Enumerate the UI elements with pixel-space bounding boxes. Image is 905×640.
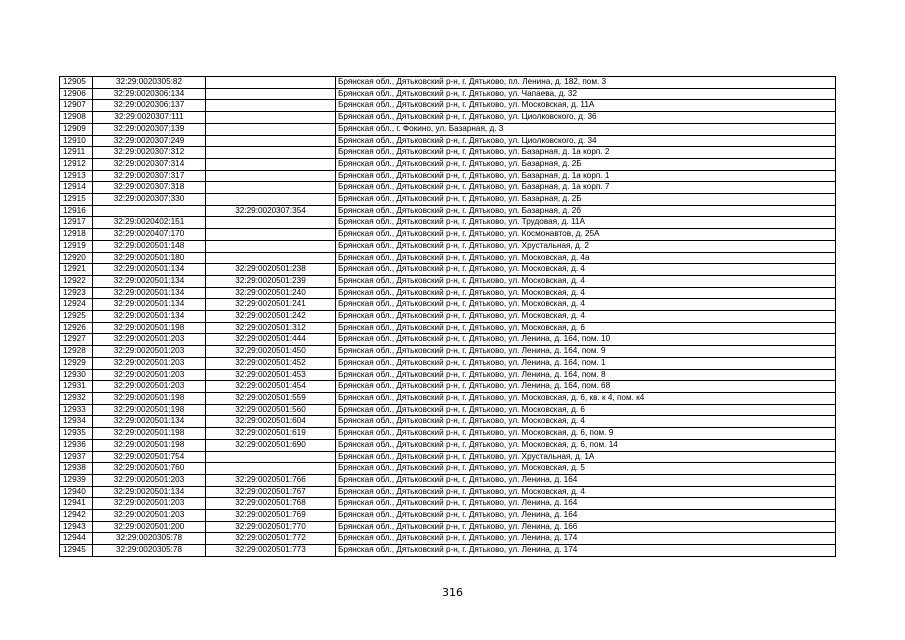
cadastral-number-cell: 32:29:0020307:111 — [93, 112, 206, 124]
address-cell: Брянская обл., Дятьковский р-н, г. Дятьково, ул. Московская, д. 4 — [336, 287, 836, 299]
premises-number-cell — [206, 451, 336, 463]
premises-number-cell — [206, 123, 336, 135]
address-cell: Брянская обл., Дятьковский р-н, г. Дятьково, ул. Московская, д. 5 — [336, 463, 836, 475]
cadastral-number-cell: 32:29:0020305:82 — [93, 77, 206, 89]
premises-number-cell: 32:29:0020501:769 — [206, 510, 336, 522]
address-cell: Брянская обл., Дятьковский р-н, г. Дятьково, ул. Московская, д. 4 — [336, 311, 836, 323]
table-row — [60, 463, 836, 475]
page-number: 316 — [442, 586, 463, 599]
address-cell: Брянская обл., Дятьковский р-н, г. Дятьково, ул. Московская, д. 11А — [336, 100, 836, 112]
table-row — [60, 158, 836, 170]
table-row — [60, 346, 836, 358]
cadastral-number-cell: 32:29:0020501:203 — [93, 357, 206, 369]
cadastral-number-cell: 32:29:0020501:134 — [93, 416, 206, 428]
row-number-cell: 12908 — [60, 112, 93, 124]
table-row — [60, 510, 836, 522]
cadastral-number-cell: 32:29:0020501:198 — [93, 322, 206, 334]
premises-number-cell: 32:29:0020501:239 — [206, 275, 336, 287]
table-row — [60, 474, 836, 486]
cadastral-number-cell: 32:29:0020307:139 — [93, 123, 206, 135]
table-row — [60, 451, 836, 463]
table-row — [60, 112, 836, 124]
table-row — [60, 88, 836, 100]
address-cell: Брянская обл., Дятьковский р-н, г. Дятьково, ул. Ленина, д. 164, пом. 10 — [336, 334, 836, 346]
table-row — [60, 533, 836, 545]
address-cell: Брянская обл., Дятьковский р-н, г. Дятьково, ул. Московская, д. 4 — [336, 275, 836, 287]
cadastral-number-cell: 32:29:0020306:134 — [93, 88, 206, 100]
row-number-cell: 12910 — [60, 135, 93, 147]
row-number-cell: 12921 — [60, 264, 93, 276]
table-row — [60, 439, 836, 451]
premises-number-cell: 32:29:0020501:604 — [206, 416, 336, 428]
address-cell: Брянская обл., Дятьковский р-н, г. Дятьково, ул. Московская, д. 4 — [336, 264, 836, 276]
address-cell: Брянская обл., Дятьковский р-н, г. Дятьково, ул. Ленина, д. 164, пом. 1 — [336, 357, 836, 369]
row-number-cell: 12919 — [60, 240, 93, 252]
premises-number-cell: 32:29:0020501:450 — [206, 346, 336, 358]
premises-number-cell — [206, 252, 336, 264]
cadastral-number-cell: 32:29:0020501:203 — [93, 498, 206, 510]
table-row — [60, 194, 836, 206]
premises-number-cell: 32:29:0020501:241 — [206, 299, 336, 311]
cadastral-number-cell: 32:29:0020307:318 — [93, 182, 206, 194]
table-row — [60, 521, 836, 533]
cadastral-number-cell: 32:29:0020501:203 — [93, 381, 206, 393]
table-row — [60, 416, 836, 428]
cadastral-number-cell: 32:29:0020501:198 — [93, 428, 206, 440]
row-number-cell: 12930 — [60, 369, 93, 381]
address-cell: Брянская обл., Дятьковский р-н, г. Дятьково, ул. Московская, д. 6, пом. 9 — [336, 428, 836, 440]
premises-number-cell — [206, 158, 336, 170]
row-number-cell: 12906 — [60, 88, 93, 100]
premises-number-cell: 32:29:0020501:453 — [206, 369, 336, 381]
row-number-cell: 12923 — [60, 287, 93, 299]
row-number-cell: 12933 — [60, 404, 93, 416]
premises-number-cell — [206, 112, 336, 124]
cadastral-number-cell: 32:29:0020501:198 — [93, 392, 206, 404]
table-row — [60, 170, 836, 182]
row-number-cell: 12942 — [60, 510, 93, 522]
row-number-cell: 12932 — [60, 392, 93, 404]
premises-number-cell: 32:29:0020501:240 — [206, 287, 336, 299]
address-cell: Брянская обл., Дятьковский р-н, г. Дятьково, ул. Ленина, д. 164 — [336, 510, 836, 522]
address-cell: Брянская обл., Дятьковский р-н, г. Дятьково, ул. Ленина, д. 166 — [336, 521, 836, 533]
table-row — [60, 229, 836, 241]
table-row — [60, 182, 836, 194]
cadastral-number-cell: 32:29:0020501:203 — [93, 334, 206, 346]
address-cell: Брянская обл., Дятьковский р-н, г. Дятьково, ул. Трудовая, д. 11А — [336, 217, 836, 229]
cadastral-number-cell: 32:29:0020501:148 — [93, 240, 206, 252]
address-cell: Брянская обл., Дятьковский р-н, г. Дятьково, ул. Циолковского, д. 34 — [336, 135, 836, 147]
address-cell: Брянская обл., Дятьковский р-н, г. Дятьково, ул. Московская, д. 6 — [336, 404, 836, 416]
row-number-cell: 12925 — [60, 311, 93, 323]
cadastral-number-cell: 32:29:0020501:134 — [93, 264, 206, 276]
cadastral-number-cell: 32:29:0020501:198 — [93, 404, 206, 416]
cadastral-number-cell: 32:29:0020307:249 — [93, 135, 206, 147]
address-cell: Брянская обл., Дятьковский р-н, г. Дятьково, ул. Ленина, д. 164 — [336, 474, 836, 486]
table-row — [60, 205, 836, 217]
row-number-cell: 12941 — [60, 498, 93, 510]
row-number-cell: 12931 — [60, 381, 93, 393]
premises-number-cell: 32:29:0020501:444 — [206, 334, 336, 346]
row-number-cell: 12909 — [60, 123, 93, 135]
premises-number-cell — [206, 463, 336, 475]
address-cell: Брянская обл., Дятьковский р-н, г. Дятьково, ул. Ленина, д. 164, пом. 8 — [336, 369, 836, 381]
premises-number-cell — [206, 100, 336, 112]
row-number-cell: 12913 — [60, 170, 93, 182]
table-row — [60, 381, 836, 393]
premises-number-cell — [206, 217, 336, 229]
table-row — [60, 123, 836, 135]
table-row — [60, 428, 836, 440]
table-row — [60, 264, 836, 276]
address-cell: Брянская обл., Дятьковский р-н, г. Дятьково, ул. Базарная, д. 1а корп. 1 — [336, 170, 836, 182]
table-row — [60, 486, 836, 498]
table-row — [60, 275, 836, 287]
cadastral-number-cell: 32:29:0020501:134 — [93, 299, 206, 311]
row-number-cell: 12928 — [60, 346, 93, 358]
cadastral-number-cell: 32:29:0020501:760 — [93, 463, 206, 475]
premises-number-cell: 32:29:0020501:767 — [206, 486, 336, 498]
premises-number-cell: 32:29:0020501:619 — [206, 428, 336, 440]
cadastral-number-cell: 32:29:0020501:203 — [93, 474, 206, 486]
row-number-cell: 12943 — [60, 521, 93, 533]
address-cell: Брянская обл., Дятьковский р-н, г. Дятьково, ул. Московская, д. 6, кв. к 4, пом. к4 — [336, 392, 836, 404]
premises-number-cell: 32:29:0020501:559 — [206, 392, 336, 404]
cadastral-number-cell: 32:29:0020407:170 — [93, 229, 206, 241]
premises-number-cell — [206, 135, 336, 147]
row-number-cell: 12940 — [60, 486, 93, 498]
address-cell: Брянская обл., Дятьковский р-н, г. Дятьково, ул. Хрустальная, д. 2 — [336, 240, 836, 252]
cadastral-number-cell: 32:29:0020501:134 — [93, 311, 206, 323]
table-row — [60, 299, 836, 311]
premises-number-cell: 32:29:0020501:770 — [206, 521, 336, 533]
address-cell: Брянская обл., Дятьковский р-н, г. Дятьково, ул. Московская, д. 4 — [336, 299, 836, 311]
premises-number-cell: 32:29:0020307:354 — [206, 205, 336, 217]
premises-number-cell: 32:29:0020501:242 — [206, 311, 336, 323]
address-cell: Брянская обл., Дятьковский р-н, г. Дятьково, ул. Ленина, д. 174 — [336, 545, 836, 557]
table-row — [60, 135, 836, 147]
premises-number-cell — [206, 240, 336, 252]
address-cell: Брянская обл., Дятьковский р-н, г. Дятьково, ул. Базарная, д. 1а корп. 7 — [336, 182, 836, 194]
row-number-cell: 12905 — [60, 77, 93, 89]
cadastral-number-cell: 32:29:0020305:78 — [93, 545, 206, 557]
cadastral-number-cell: 32:29:0020501:203 — [93, 346, 206, 358]
row-number-cell: 12907 — [60, 100, 93, 112]
premises-number-cell: 32:29:0020501:766 — [206, 474, 336, 486]
cadastral-number-cell: 32:29:0020501:134 — [93, 287, 206, 299]
row-number-cell: 12939 — [60, 474, 93, 486]
premises-number-cell — [206, 194, 336, 206]
address-cell: Брянская обл., Дятьковский р-н, г. Дятьково, пл. Ленина, д. 182, пом. 3 — [336, 77, 836, 89]
address-cell: Брянская обл., Дятьковский р-н, г. Дятьково, ул. Московская, д. 4а — [336, 252, 836, 264]
registry-body — [60, 77, 836, 557]
row-number-cell: 12934 — [60, 416, 93, 428]
row-number-cell: 12927 — [60, 334, 93, 346]
cadastral-number-cell: 32:29:0020501:203 — [93, 369, 206, 381]
address-cell: Брянская обл., г. Фокино, ул. Базарная, д. 3 — [336, 123, 836, 135]
premises-number-cell — [206, 88, 336, 100]
address-cell: Брянская обл., Дятьковский р-н, г. Дятьково, ул. Московская, д. 4 — [336, 486, 836, 498]
address-cell: Брянская обл., Дятьковский р-н, г. Дятьково, ул. Московская, д. 6 — [336, 322, 836, 334]
cadastral-number-cell: 32:29:0020501:200 — [93, 521, 206, 533]
row-number-cell: 12938 — [60, 463, 93, 475]
row-number-cell: 12922 — [60, 275, 93, 287]
address-cell: Брянская обл., Дятьковский р-н, г. Дятьково, ул. Базарная, д. 1а корп. 2 — [336, 147, 836, 159]
premises-number-cell: 32:29:0020501:238 — [206, 264, 336, 276]
row-number-cell: 12917 — [60, 217, 93, 229]
premises-number-cell: 32:29:0020501:690 — [206, 439, 336, 451]
table-row — [60, 217, 836, 229]
cadastral-number-cell: 32:29:0020501:198 — [93, 439, 206, 451]
address-cell: Брянская обл., Дятьковский р-н, г. Дятьково, ул. Московская, д. 4 — [336, 416, 836, 428]
address-cell: Брянская обл., Дятьковский р-н, г. Дятьково, ул. Ленина, д. 164, пом. 9 — [336, 346, 836, 358]
row-number-cell: 12920 — [60, 252, 93, 264]
row-number-cell: 12918 — [60, 229, 93, 241]
premises-number-cell: 32:29:0020501:452 — [206, 357, 336, 369]
table-row — [60, 252, 836, 264]
cadastral-number-cell: 32:29:0020501:134 — [93, 486, 206, 498]
property-registry-table — [59, 76, 836, 557]
address-cell: Брянская обл., Дятьковский р-н, г. Дятьково, ул. Ленина, д. 164 — [336, 498, 836, 510]
cadastral-number-cell: 32:29:0020306:137 — [93, 100, 206, 112]
row-number-cell: 12912 — [60, 158, 93, 170]
premises-number-cell: 32:29:0020501:773 — [206, 545, 336, 557]
row-number-cell: 12914 — [60, 182, 93, 194]
cadastral-number-cell: 32:29:0020402:151 — [93, 217, 206, 229]
address-cell: Брянская обл., Дятьковский р-н, г. Дятьково, ул. Ленина, д. 174 — [336, 533, 836, 545]
premises-number-cell — [206, 147, 336, 159]
premises-number-cell: 32:29:0020501:768 — [206, 498, 336, 510]
row-number-cell: 12936 — [60, 439, 93, 451]
table-row — [60, 311, 836, 323]
premises-number-cell — [206, 170, 336, 182]
row-number-cell: 12926 — [60, 322, 93, 334]
table-row — [60, 545, 836, 557]
table-row — [60, 404, 836, 416]
row-number-cell: 12911 — [60, 147, 93, 159]
premises-number-cell: 32:29:0020501:560 — [206, 404, 336, 416]
row-number-cell: 12916 — [60, 205, 93, 217]
table-row — [60, 240, 836, 252]
premises-number-cell: 32:29:0020501:454 — [206, 381, 336, 393]
row-number-cell: 12915 — [60, 194, 93, 206]
table-row — [60, 498, 836, 510]
address-cell: Брянская обл., Дятьковский р-н, г. Дятьково, ул. Хрустальная, д. 1А — [336, 451, 836, 463]
premises-number-cell — [206, 77, 336, 89]
cadastral-number-cell: 32:29:0020307:317 — [93, 170, 206, 182]
table-row — [60, 287, 836, 299]
row-number-cell: 12924 — [60, 299, 93, 311]
premises-number-cell: 32:29:0020501:312 — [206, 322, 336, 334]
table-row — [60, 357, 836, 369]
table-row — [60, 100, 836, 112]
address-cell: Брянская обл., Дятьковский р-н, г. Дятьково, ул. Циолковского, д. 36 — [336, 112, 836, 124]
cadastral-number-cell: 32:29:0020501:754 — [93, 451, 206, 463]
table-row — [60, 77, 836, 89]
row-number-cell: 12937 — [60, 451, 93, 463]
table-row — [60, 322, 836, 334]
cadastral-number-cell: 32:29:0020501:180 — [93, 252, 206, 264]
table-row — [60, 334, 836, 346]
cadastral-number-cell — [93, 205, 206, 217]
address-cell: Брянская обл., Дятьковский р-н, г. Дятьково, ул. Базарная, д. 2Б — [336, 158, 836, 170]
cadastral-number-cell: 32:29:0020307:330 — [93, 194, 206, 206]
table-row — [60, 369, 836, 381]
address-cell: Брянская обл., Дятьковский р-н, г. Дятьково, ул. Базарная, д. 2б — [336, 205, 836, 217]
cadastral-number-cell: 32:29:0020501:203 — [93, 510, 206, 522]
row-number-cell: 12935 — [60, 428, 93, 440]
row-number-cell: 12944 — [60, 533, 93, 545]
premises-number-cell — [206, 182, 336, 194]
cadastral-number-cell: 32:29:0020307:314 — [93, 158, 206, 170]
address-cell: Брянская обл., Дятьковский р-н, г. Дятьково, ул. Московская, д. 6, пом. 14 — [336, 439, 836, 451]
table-row — [60, 392, 836, 404]
row-number-cell: 12929 — [60, 357, 93, 369]
address-cell: Брянская обл., Дятьковский р-н, г. Дятьково, ул. Чапаева, д. 32 — [336, 88, 836, 100]
premises-number-cell: 32:29:0020501:772 — [206, 533, 336, 545]
cadastral-number-cell: 32:29:0020305:78 — [93, 533, 206, 545]
row-number-cell: 12945 — [60, 545, 93, 557]
table-row — [60, 147, 836, 159]
premises-number-cell — [206, 229, 336, 241]
address-cell: Брянская обл., Дятьковский р-н, г. Дятьково, ул. Космонавтов, д. 25А — [336, 229, 836, 241]
address-cell: Брянская обл., Дятьковский р-н, г. Дятьково, ул. Ленина, д. 164, пом. 68 — [336, 381, 836, 393]
cadastral-number-cell: 32:29:0020501:134 — [93, 275, 206, 287]
address-cell: Брянская обл., Дятьковский р-н, г. Дятьково, ул. Базарная, д. 2Б — [336, 194, 836, 206]
cadastral-number-cell: 32:29:0020307:312 — [93, 147, 206, 159]
